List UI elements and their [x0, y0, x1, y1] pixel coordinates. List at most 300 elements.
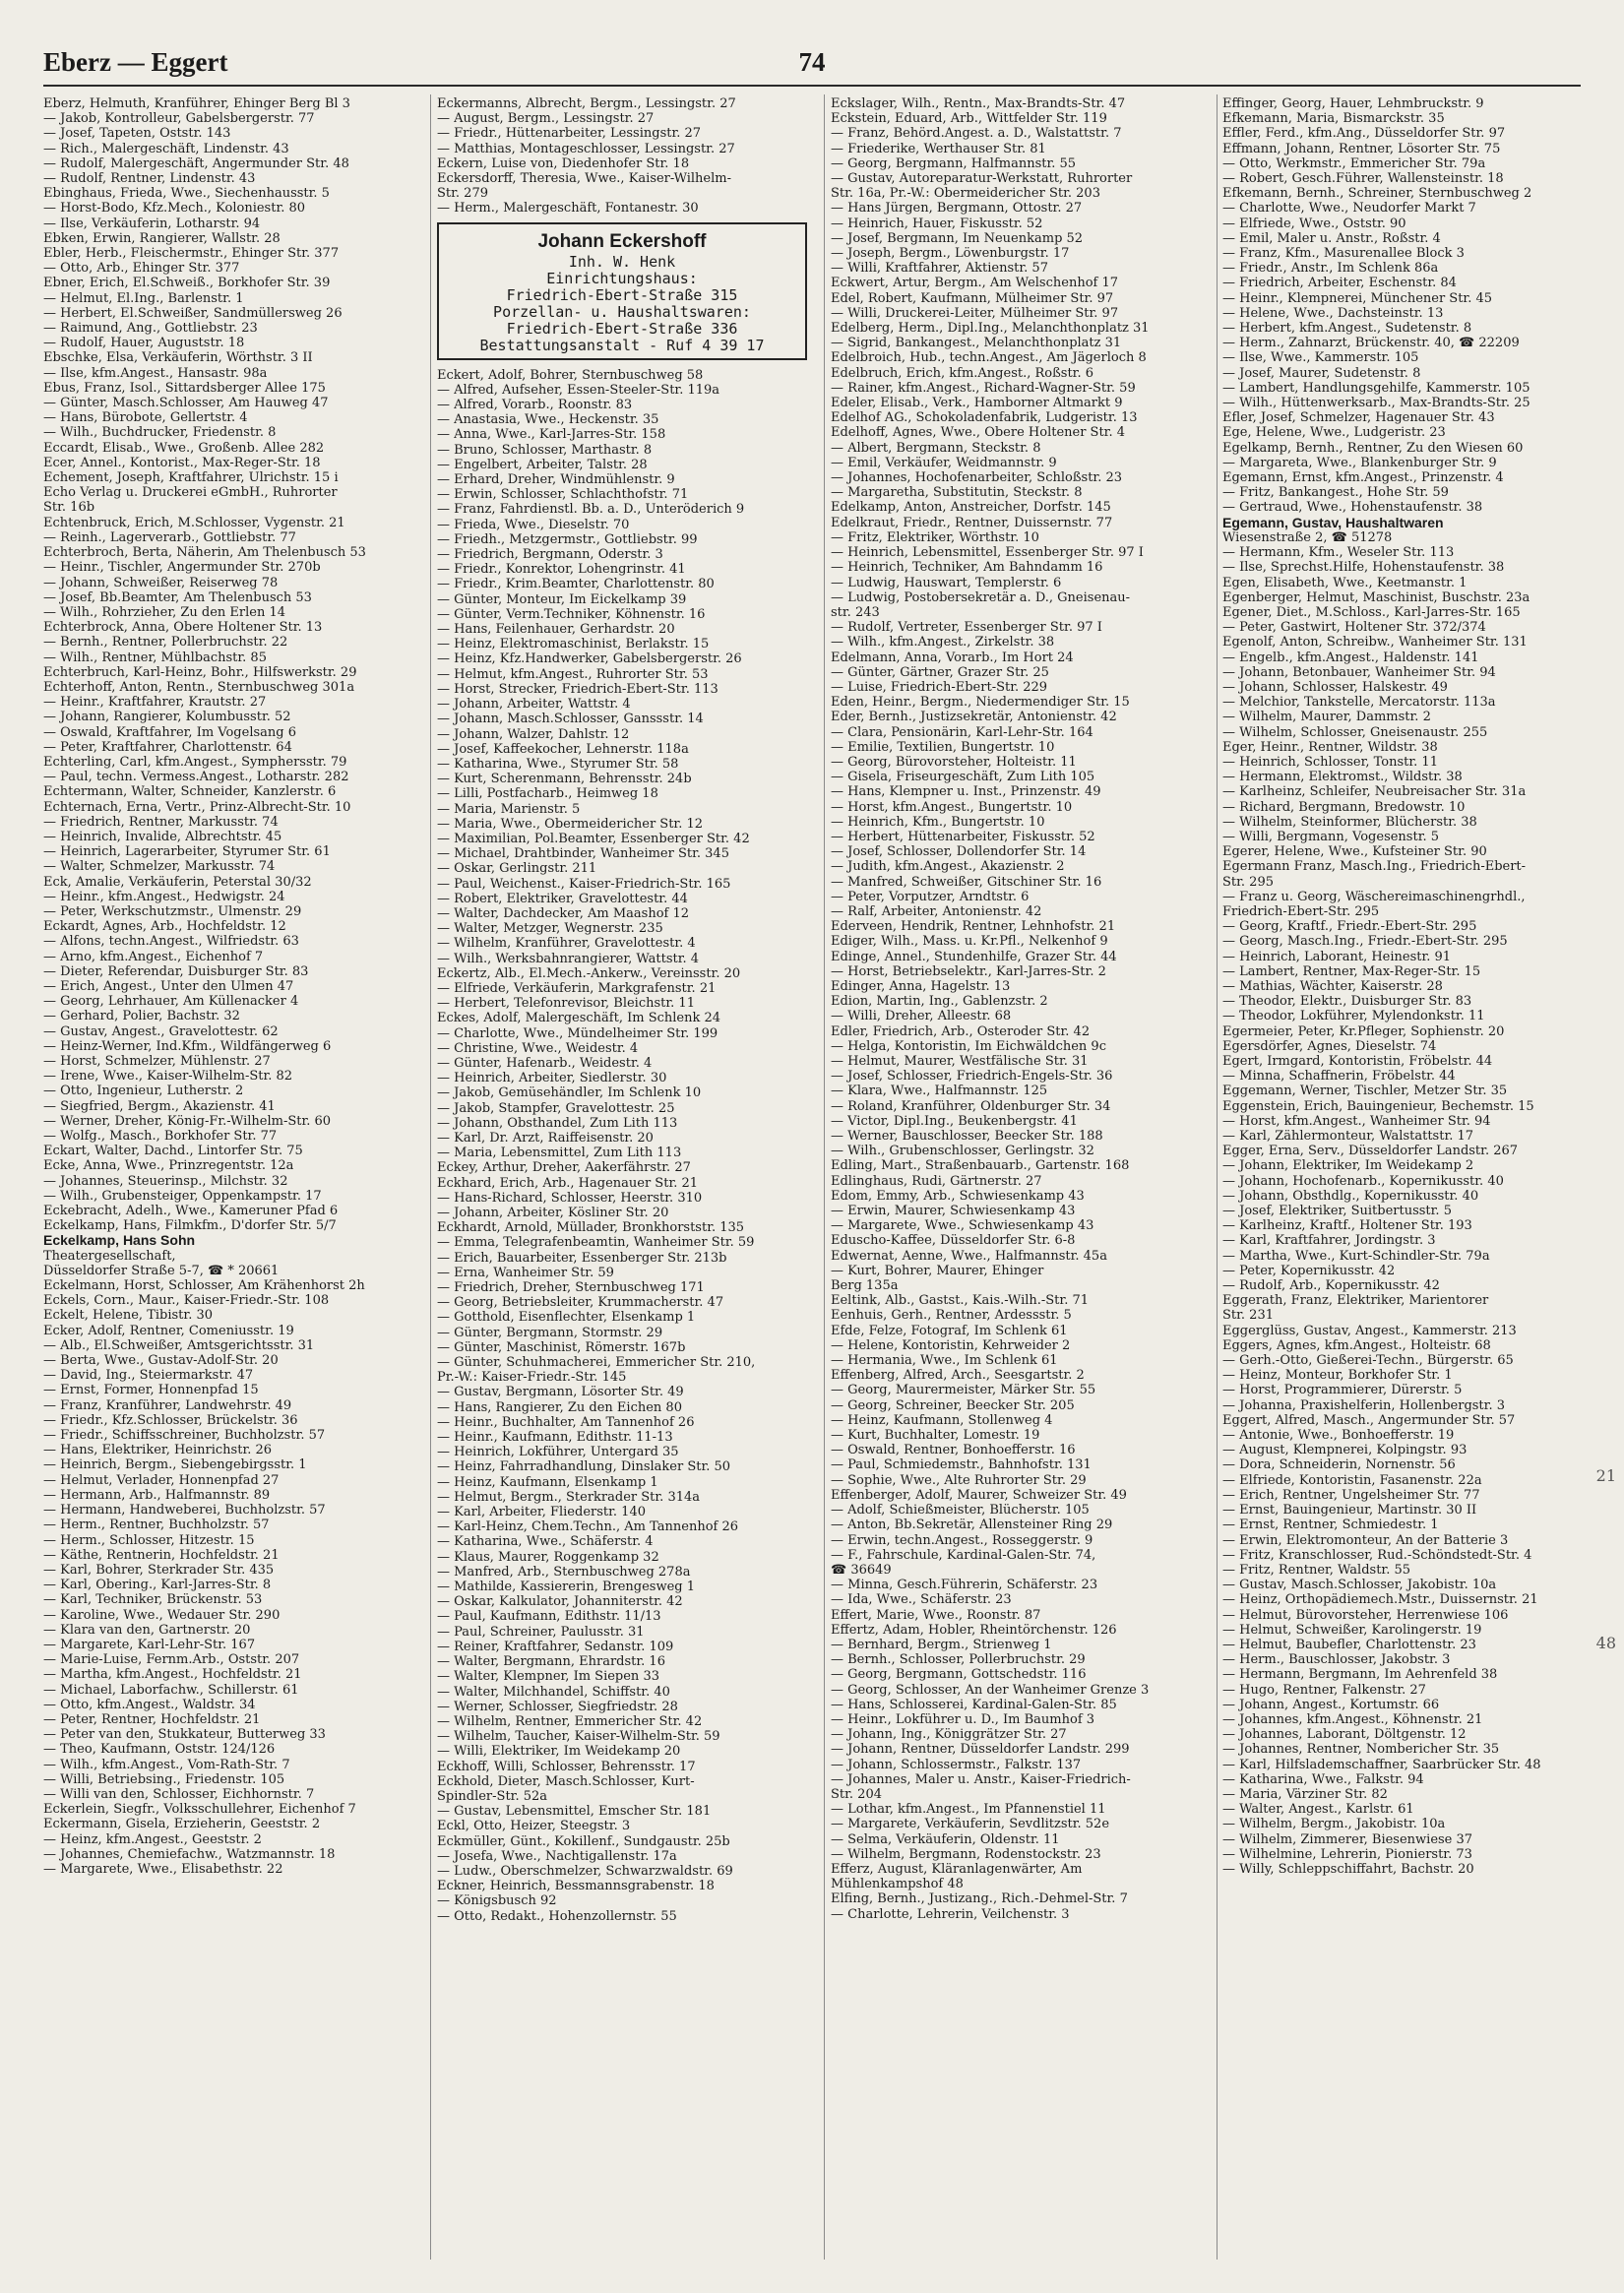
- directory-entry: — Ernst, Rentner, Schmiedestr. 1: [1222, 1518, 1439, 1533]
- directory-entry: Theatergesellschaft,: [43, 1248, 176, 1264]
- directory-entry: — Fritz, Bankangest., Hohe Str. 59: [1222, 485, 1449, 501]
- directory-entry: — Josef, Kaffeekocher, Lehnerstr. 118a: [437, 741, 689, 757]
- directory-entry: — Karl, Zählermonteur, Walstattstr. 17: [1222, 1129, 1474, 1145]
- directory-entry: — Günter, Maschinist, Römerstr. 167b: [437, 1339, 686, 1355]
- directory-entry: — Johann, Betonbauer, Wanheimer Str. 94: [1222, 664, 1496, 680]
- directory-entry: — Friedr., Anstr., Im Schlenk 86a: [1222, 261, 1439, 277]
- directory-entry: Eggerath, Franz, Elektriker, Marientorer: [1222, 1293, 1489, 1309]
- directory-entry: — Heinrich, Laborant, Heinestr. 91: [1222, 949, 1452, 964]
- directory-entry: — Horst, Betriebselektr., Karl-Jarres-Str. 2: [831, 963, 1106, 979]
- directory-entry: Ebler, Herb., Fleischermstr., Ehinger Str. 377: [43, 246, 340, 262]
- directory-entry: Egemann, Ernst, kfm.Angest., Prinzenstr. 4: [1222, 470, 1504, 486]
- column-divider: [430, 94, 431, 2260]
- directory-entry: — Minna, Schaffnerin, Fröbelstr. 44: [1222, 1069, 1456, 1085]
- directory-entry: — Johann, Obsthandel, Zum Lith 113: [437, 1115, 678, 1131]
- directory-entry: — Friedrich, Dreher, Sternbuschweg 171: [437, 1280, 705, 1296]
- advert-line5: Bestattungsanstalt - Ruf 4 39 17: [479, 336, 765, 354]
- directory-entry: Eckelkamp, Hans Sohn: [43, 1232, 196, 1249]
- directory-entry: — Franz u. Georg, Wäschereimaschinengrhdl.,: [1222, 889, 1526, 904]
- directory-entry: — Margarete, Karl-Lehr-Str. 167: [43, 1637, 256, 1652]
- directory-entry: — Herbert, kfm.Angest., Sudetenstr. 8: [1222, 321, 1472, 337]
- directory-entry: — Erwin, techn.Angest., Rosseggerstr. 9: [831, 1532, 1093, 1548]
- directory-entry: Eckhoff, Willi, Schlosser, Behrensstr. 17: [437, 1759, 696, 1774]
- directory-entry: — Joseph, Bergm., Löwenburgstr. 17: [831, 246, 1070, 262]
- directory-entry: — Wilhelm, Schlosser, Gneisenaustr. 255: [1222, 724, 1488, 740]
- column-divider: [1217, 94, 1218, 2260]
- directory-entry: Str. 16a, Pr.-W.: Obermeidericher Str. 203: [831, 186, 1100, 202]
- directory-entry: — Wilhelm, Steinformer, Blücherstr. 38: [1222, 814, 1477, 830]
- directory-entry: — Heinz, Elektromaschinist, Berlakstr. 15: [437, 637, 710, 652]
- directory-entry: — Maximilian, Pol.Beamter, Essenberger Str. 42: [437, 831, 750, 846]
- advertisement-box: [437, 222, 807, 360]
- directory-entry: — Johann, Masch.Schlosser, Ganssstr. 14: [437, 712, 704, 727]
- directory-entry: — Irene, Wwe., Kaiser-Wilhelm-Str. 82: [43, 1069, 293, 1085]
- directory-entry: Eckerlein, Siegfr., Volksschullehrer, Eichenhof 7: [43, 1802, 356, 1818]
- directory-entry: — Otto, kfm.Angest., Waldstr. 34: [43, 1697, 256, 1712]
- running-title: Eberz — Eggert: [43, 47, 228, 77]
- directory-entry: — Wilh., Rohrzieher, Zu den Erlen 14: [43, 604, 286, 620]
- directory-entry: — Johannes, kfm.Angest., Köhnenstr. 21: [1222, 1711, 1483, 1727]
- directory-entry: — Franz, Fahrdienstl. Bb. a. D., Unteröderich 9: [437, 502, 745, 518]
- directory-entry: — Margareta, Wwe., Blankenburger Str. 9: [1222, 455, 1497, 470]
- directory-entry: — Heinrich, Lebensmittel, Essenberger Str. 97 I: [831, 545, 1144, 561]
- directory-entry: Edwernat, Aenne, Wwe., Halfmannstr. 45a: [831, 1248, 1107, 1264]
- directory-entry: — Johann, Schlosser, Halskestr. 49: [1222, 679, 1448, 695]
- directory-entry: — Karl, Kraftfahrer, Jordingstr. 3: [1222, 1233, 1436, 1249]
- directory-entry: Edelmann, Anna, Vorarb., Im Hort 24: [831, 650, 1074, 665]
- directory-entry: Str. 279: [437, 186, 488, 202]
- directory-entry: — Johann, Schweißer, Reiserweg 78: [43, 575, 279, 590]
- directory-entry: Edom, Emmy, Arb., Schwiesenkamp 43: [831, 1188, 1085, 1204]
- directory-entry: Effertz, Adam, Hobler, Rheintörchenstr. 126: [831, 1622, 1117, 1638]
- directory-entry: — Walter, Schmelzer, Markusstr. 74: [43, 859, 276, 875]
- directory-entry: Eccardt, Elisab., Wwe., Großenb. Allee 282: [43, 440, 325, 456]
- directory-entry: Pr.-W.: Kaiser-Friedr.-Str. 145: [437, 1370, 627, 1386]
- directory-entry: Echo Verlag u. Druckerei eGmbH., Ruhrorter: [43, 485, 338, 501]
- directory-entry: — Willi, Dreher, Alleestr. 68: [831, 1009, 1012, 1024]
- directory-entry: Ege, Helene, Wwe., Ludgeristr. 23: [1222, 425, 1446, 441]
- directory-entry: Eckstein, Eduard, Arb., Wittfelder Str. 119: [831, 111, 1107, 127]
- directory-entry: Ediger, Wilh., Mass. u. Kr.Pfl., Nelkenhof 9: [831, 934, 1108, 950]
- column-divider: [824, 94, 825, 2260]
- directory-entry: — Anton, Bb.Sekretär, Allensteiner Ring 29: [831, 1518, 1113, 1533]
- directory-entry: — Georg, Schlosser, An der Wanheimer Grenze 3: [831, 1682, 1150, 1698]
- advert-line1: Einrichtungshaus:: [546, 269, 698, 287]
- directory-entry: — Friedrich, Rentner, Markusstr. 74: [43, 814, 279, 830]
- directory-entry: — Maria, Lebensmittel, Zum Lith 113: [437, 1146, 682, 1161]
- directory-entry: — Werner, Schlosser, Siegfriedstr. 28: [437, 1699, 678, 1714]
- directory-entry: — Wilh., Hüttenwerksarb., Max-Brandts-Str. 25: [1222, 396, 1530, 411]
- directory-entry: — Heinz, Kfz.Handwerker, Gabelsbergerstr. 26: [437, 651, 742, 667]
- directory-entry: — Martha, Wwe., Kurt-Schindler-Str. 79a: [1222, 1248, 1490, 1264]
- directory-entry: Ebus, Franz, Isol., Sittardsberger Allee 175: [43, 380, 326, 396]
- directory-entry: Egenberger, Helmut, Maschinist, Buschstr. 23a: [1222, 589, 1530, 605]
- directory-entry: Ebschke, Elsa, Verkäuferin, Wörthstr. 3 II: [43, 350, 313, 366]
- directory-entry: — Gerh.-Otto, Gießerei-Techn., Bürgerstr. 65: [1222, 1353, 1514, 1369]
- directory-entry: — Sophie, Wwe., Alte Ruhrorter Str. 29: [831, 1472, 1087, 1488]
- directory-entry: Eckert, Adolf, Bohrer, Sternbuschweg 58: [437, 367, 704, 383]
- directory-entry: — Franz, Behörd.Angest. a. D., Walstattstr. 7: [831, 126, 1122, 142]
- directory-entry: Egger, Erna, Serv., Düsseldorfer Landstr. 267: [1222, 1144, 1519, 1159]
- directory-entry: — Herm., Rentner, Buchholzstr. 57: [43, 1518, 270, 1533]
- directory-entry: — Judith, kfm.Angest., Akazienstr. 2: [831, 859, 1065, 875]
- directory-entry: — Rudolf, Arb., Kopernikusstr. 42: [1222, 1278, 1440, 1294]
- directory-entry: Edelbruch, Erich, kfm.Angest., Roßstr. 6: [831, 365, 1094, 381]
- directory-entry: — Oswald, Rentner, Bonhoefferstr. 16: [831, 1443, 1076, 1458]
- directory-entry: — Friedr., Konrektor, Lohengrinstr. 41: [437, 562, 686, 578]
- directory-entry: — Elfriede, Verkäuferin, Markgrafenstr. 21: [437, 980, 717, 996]
- directory-entry: — Emilie, Textilien, Bungertstr. 10: [831, 739, 1055, 755]
- directory-entry: — Ernst, Bauingenieur, Martinstr. 30 II: [1222, 1503, 1477, 1518]
- directory-entry: — Peter, Kopernikusstr. 42: [1222, 1263, 1396, 1278]
- directory-entry: — Willi van den, Schlosser, Eichhornstr. 7: [43, 1786, 315, 1802]
- directory-entry: — Erwin, Elektromonteur, An der Batterie 3: [1222, 1532, 1509, 1548]
- directory-entry: — Willy, Schleppschiffahrt, Bachstr. 20: [1222, 1861, 1474, 1877]
- advert-name: Johann Eckershoff: [537, 230, 707, 252]
- directory-entry: — Rich., Malergeschäft, Lindenstr. 43: [43, 141, 289, 156]
- directory-entry: — Werner, Bauschlosser, Beecker Str. 188: [831, 1129, 1103, 1145]
- directory-entry: — Hans, Rangierer, Zu den Eichen 80: [437, 1399, 682, 1415]
- directory-entry: Edinge, Annel., Stundenhilfe, Grazer Str. 44: [831, 949, 1117, 964]
- directory-entry: — Josef, Tapeten, Oststr. 143: [43, 126, 231, 142]
- directory-column-3: [831, 96, 1213, 1922]
- directory-entry: Eckhardt, Arnold, Müllader, Bronkhorststr. 135: [437, 1220, 745, 1236]
- directory-entry: Eenhuis, Gerh., Rentner, Ardessstr. 5: [831, 1308, 1072, 1324]
- directory-entry: — Walter, Klempner, Im Siepen 33: [437, 1669, 659, 1685]
- directory-entry: Eckmüller, Günt., Kokillenf., Sundgaustr. 25b: [437, 1833, 730, 1849]
- directory-entry: — Wilh., Rentner, Mühlbachstr. 85: [43, 650, 267, 665]
- directory-entry: — Johannes, Laborant, Döltgenstr. 12: [1222, 1727, 1467, 1743]
- directory-entry: — Gustav, Angest., Gravelottestr. 62: [43, 1023, 279, 1039]
- directory-entry: — Wilhelm, Rentner, Emmericher Str. 42: [437, 1713, 703, 1729]
- directory-entry: — Robert, Elektriker, Gravelottestr. 44: [437, 891, 688, 906]
- directory-entry: — Otto, Ingenieur, Lutherstr. 2: [43, 1084, 244, 1099]
- directory-entry: — Heinz, Monteur, Borkhofer Str. 1: [1222, 1368, 1453, 1384]
- directory-entry: — Peter, Vorputzer, Arndtstr. 6: [831, 889, 1030, 904]
- directory-entry: — Karlheinz, Schleifer, Neubreisacher Str. 31a: [1222, 784, 1527, 800]
- directory-entry: — Helmut, El.Ing., Barlenstr. 1: [43, 290, 244, 306]
- directory-entry: — Emil, Maler u. Anstr., Roßstr. 4: [1222, 230, 1441, 246]
- directory-entry: — Manfred, Arb., Sternbuschweg 278a: [437, 1564, 691, 1580]
- directory-entry: — Heinrich, Lagerarbeiter, Styrumer Str. 61: [43, 844, 331, 860]
- directory-entry: — Wilhelm, Bergmann, Rodenstockstr. 23: [831, 1846, 1101, 1862]
- directory-entry: Eckersdorff, Theresia, Wwe., Kaiser-Wilhelm-: [437, 171, 731, 187]
- directory-entry: — Ludwig, Hauswart, Templerstr. 6: [831, 575, 1062, 590]
- directory-entry: Eggenstein, Erich, Bauingenieur, Bechemstr. 15: [1222, 1098, 1534, 1114]
- directory-entry: — Walter, Dachdecker, Am Maashof 12: [437, 905, 690, 921]
- directory-entry: — Margaretha, Substitutin, Steckstr. 8: [831, 485, 1083, 501]
- directory-entry: — Erich, Rentner, Ungelsheimer Str. 77: [1222, 1487, 1480, 1503]
- directory-entry: Str. 16b: [43, 500, 95, 516]
- directory-entry: — Paul, Schreiner, Paulusstr. 31: [437, 1624, 645, 1640]
- directory-entry: — Georg, Lehrhauer, Am Küllenacker 4: [43, 994, 299, 1010]
- directory-entry: — Josef, Elektriker, Suitbertusstr. 5: [1222, 1204, 1452, 1219]
- directory-entry: — Georg, Bürovorsteher, Holteistr. 11: [831, 754, 1077, 770]
- directory-entry: — Käthe, Rentnerin, Hochfeldstr. 21: [43, 1547, 280, 1563]
- directory-entry: — Johann, Angest., Kortumstr. 66: [1222, 1697, 1440, 1712]
- directory-entry: — Paul, techn. Vermess.Angest., Lotharstr. 282: [43, 770, 349, 785]
- directory-entry: Eckelmann, Horst, Schlosser, Am Krähenhorst 2h: [43, 1278, 365, 1294]
- directory-entry: — Helga, Kontoristin, Im Eichwäldchen 9c: [831, 1038, 1106, 1054]
- directory-entry: — Gerhard, Polier, Bachstr. 32: [43, 1009, 240, 1024]
- directory-entry: — Karl-Heinz, Chem.Techn., Am Tannenhof 26: [437, 1519, 739, 1535]
- directory-entry: Efkemann, Maria, Bismarckstr. 35: [1222, 111, 1445, 127]
- directory-entry: — Hermann, Arb., Halfmannstr. 89: [43, 1487, 271, 1503]
- directory-entry: — Günter, Monteur, Im Eickelkamp 39: [437, 591, 687, 607]
- directory-entry: — Wilhelm, Taucher, Kaiser-Wilhelm-Str. 59: [437, 1729, 720, 1745]
- directory-entry: — Engelb., kfm.Angest., Haldenstr. 141: [1222, 650, 1479, 665]
- directory-entry: — Rudolf, Rentner, Lindenstr. 43: [43, 171, 256, 187]
- directory-entry: — Friederike, Werthauser Str. 81: [831, 141, 1046, 156]
- directory-entry: — Johann, Hochofenarb., Kopernikusstr. 40: [1222, 1173, 1504, 1189]
- directory-entry: Edelberg, Herm., Dipl.Ing., Melanchthonplatz 31: [831, 321, 1150, 337]
- directory-entry: — Georg, Betriebsleiter, Krummacherstr. 47: [437, 1295, 724, 1311]
- directory-entry: — Hans, Elektriker, Heinrichstr. 26: [43, 1443, 273, 1458]
- directory-entry: — Heinrich, Bergm., Siebengebirgsstr. 1: [43, 1457, 307, 1473]
- directory-entry: Effenberger, Adolf, Maurer, Schweizer Str. 49: [831, 1487, 1127, 1503]
- directory-entry: — Heinz, Fahrradhandlung, Dinslaker Str. 50: [437, 1459, 731, 1475]
- directory-entry: — Bernhard, Bergm., Strienweg 1: [831, 1637, 1052, 1652]
- directory-entry: Ebinghaus, Frieda, Wwe., Siechenhausstr. 5: [43, 186, 330, 202]
- directory-entry: — Kurt, Scherenmann, Behrensstr. 24b: [437, 772, 692, 787]
- directory-entry: — Hugo, Rentner, Falkenstr. 27: [1222, 1682, 1426, 1698]
- directory-entry: — Maria, Wwe., Obermeidericher Str. 12: [437, 816, 704, 832]
- directory-entry: — Charlotte, Wwe., Neudorfer Markt 7: [1222, 201, 1476, 217]
- directory-entry: — Herbert, Hüttenarbeiter, Fiskusstr. 52: [831, 829, 1095, 844]
- directory-entry: ☎ 36649: [831, 1562, 892, 1578]
- directory-entry: — Josef, Schlosser, Friedrich-Engels-Str. 36: [831, 1069, 1113, 1085]
- directory-entry: — Wolfg., Masch., Borkhofer Str. 77: [43, 1129, 278, 1145]
- directory-entry: — Fritz, Kranschlosser, Rud.-Schöndstedt-Str. 4: [1222, 1547, 1532, 1563]
- directory-entry: Eckermanns, Albrecht, Bergm., Lessingstr. 27: [437, 96, 736, 111]
- directory-entry: Edel, Robert, Kaufmann, Mülheimer Str. 97: [831, 290, 1114, 306]
- directory-entry: Efkemann, Bernh., Schreiner, Sternbuschweg 2: [1222, 186, 1532, 202]
- directory-entry: — Wilhelm, Bergm., Jakobistr. 10a: [1222, 1817, 1446, 1832]
- directory-entry: — Klara van den, Gartnerstr. 20: [43, 1622, 251, 1638]
- directory-entry: — Helene, Kontoristin, Kehrweider 2: [831, 1337, 1071, 1353]
- directory-entry: — Paul, Weichenst., Kaiser-Friedrich-Str. 165: [437, 876, 731, 892]
- directory-entry: Eckner, Heinrich, Bessmannsgrabenstr. 18: [437, 1879, 715, 1894]
- directory-entry: — Wilh., Werksbahnrangierer, Wattstr. 4: [437, 951, 700, 966]
- directory-entry: Spindler-Str. 52a: [437, 1788, 548, 1804]
- directory-entry: — Kurt, Bohrer, Maurer, Ehinger: [831, 1263, 1044, 1278]
- directory-entry: — Heinz, kfm.Angest., Geeststr. 2: [43, 1831, 262, 1847]
- directory-entry: — Peter, Kraftfahrer, Charlottenstr. 64: [43, 739, 292, 755]
- directory-entry: Berg 135a: [831, 1278, 899, 1294]
- directory-entry: — Robert, Gesch.Führer, Wallensteinstr. 18: [1222, 171, 1504, 187]
- directory-entry: Eggers, Agnes, kfm.Angest., Holteistr. 68: [1222, 1337, 1491, 1353]
- directory-entry: — Fritz, Elektriker, Wörthstr. 10: [831, 529, 1039, 545]
- directory-entry: — Dieter, Referendar, Duisburger Str. 83: [43, 963, 309, 979]
- directory-entry: — Johann, Arbeiter, Wattstr. 4: [437, 697, 631, 713]
- directory-entry: — Johanna, Praxishelferin, Hollenbergstr. 3: [1222, 1397, 1505, 1413]
- directory-entry: — Helmut, kfm.Angest., Ruhrorter Str. 53: [437, 666, 709, 682]
- directory-entry: Eggemann, Werner, Tischler, Metzer Str. 35: [1222, 1084, 1508, 1099]
- directory-entry: Efferz, August, Kläranlagenwärter, Am: [831, 1861, 1083, 1877]
- directory-entry: — Wilh., kfm.Angest., Zirkelstr. 38: [831, 635, 1055, 651]
- directory-entry: — Wilhelm, Zimmerer, Biesenwiese 37: [1222, 1831, 1473, 1847]
- directory-entry: Echterbroch, Berta, Näherin, Am Thelenbusch 53: [43, 545, 366, 561]
- directory-entry: — Franz, Kfm., Masurenallee Block 3: [1222, 246, 1465, 262]
- directory-entry: — Hermann, Kfm., Weseler Str. 113: [1222, 545, 1455, 561]
- directory-entry: — Peter, Rentner, Hochfeldstr. 21: [43, 1711, 261, 1727]
- directory-entry: Effler, Ferd., kfm.Ang., Düsseldorfer Str. 97: [1222, 126, 1506, 142]
- directory-entry: — Gustav, Lebensmittel, Emscher Str. 181: [437, 1804, 712, 1820]
- directory-entry: — Kurt, Buchhalter, Lomestr. 19: [831, 1428, 1040, 1444]
- directory-entry: — Adolf, Schießmeister, Blücherstr. 105: [831, 1503, 1090, 1518]
- directory-entry: — Luise, Friedrich-Ebert-Str. 229: [831, 679, 1048, 695]
- directory-entry: — Antonie, Wwe., Bonhoefferstr. 19: [1222, 1428, 1455, 1444]
- directory-entry: — Franz, Kranführer, Landwehrstr. 49: [43, 1397, 292, 1413]
- directory-entry: — Friedr., Schiffsschreiner, Buchholzstr. 57: [43, 1428, 326, 1444]
- directory-entry: — Heinrich, Lokführer, Untergard 35: [437, 1445, 679, 1460]
- directory-entry: — August, Klempnerei, Kolpingstr. 93: [1222, 1443, 1468, 1458]
- directory-entry: — Willi, Druckerei-Leiter, Mülheimer Str. 97: [831, 305, 1119, 321]
- directory-entry: — Horst-Bodo, Kfz.Mech., Koloniestr. 80: [43, 201, 306, 217]
- directory-entry: — Rainer, kfm.Angest., Richard-Wagner-Str. 59: [831, 380, 1136, 396]
- directory-entry: — Johann, Arbeiter, Kösliner Str. 20: [437, 1206, 669, 1220]
- directory-entry: — Oskar, Kalkulator, Johanniterstr. 42: [437, 1594, 683, 1610]
- directory-entry: — Karl, Arbeiter, Fliederstr. 140: [437, 1505, 646, 1520]
- directory-entry: — Heinrich, Schlosser, Tonstr. 11: [1222, 754, 1438, 770]
- directory-entry: — Heinrich, Kfm., Bungertstr. 10: [831, 814, 1045, 830]
- directory-entry: — Margarete, Wwe., Elisabethstr. 22: [43, 1861, 283, 1877]
- directory-entry: — Werner, Dreher, König-Fr.-Wilhelm-Str. 60: [43, 1113, 332, 1129]
- directory-entry: — Alfred, Vorarb., Roonstr. 83: [437, 398, 633, 413]
- directory-entry: Eckey, Arthur, Dreher, Aakerfährstr. 27: [437, 1160, 691, 1176]
- directory-entry: — Clara, Pensionärin, Karl-Lehr-Str. 164: [831, 724, 1093, 740]
- directory-entry: — Johann, Elektriker, Im Weidekamp 2: [1222, 1158, 1474, 1174]
- directory-entry: — Bernh., Schlosser, Pollerbruchstr. 29: [831, 1652, 1086, 1668]
- directory-entry: — Johann, Ing., Königgrätzer Str. 27: [831, 1727, 1067, 1743]
- directory-entry: Efler, Josef, Schmelzer, Hagenauer Str. 43: [1222, 410, 1495, 426]
- directory-entry: Egert, Irmgard, Kontoristin, Fröbelstr. 44: [1222, 1054, 1493, 1069]
- directory-entry: — Heinr., Kaufmann, Edithstr. 11-13: [437, 1430, 673, 1446]
- directory-entry: Egemann, Gustav, Haushaltwaren: [1222, 514, 1444, 530]
- directory-entry: — Michael, Laborfachw., Schillerstr. 61: [43, 1682, 299, 1698]
- directory-entry: — Johannes, Hochofenarbeiter, Schloßstr. 23: [831, 470, 1123, 486]
- directory-entry: — Josef, Maurer, Sudetenstr. 8: [1222, 365, 1421, 381]
- directory-entry: Eberz, Helmuth, Kranführer, Ehinger Berg Bl 3: [43, 96, 350, 111]
- directory-entry: Echtermann, Walter, Schneider, Kanzlerstr. 6: [43, 784, 337, 800]
- directory-entry: Echterbruch, Karl-Heinz, Bohr., Hilfswerkstr. 29: [43, 664, 357, 680]
- directory-entry: — Gotthold, Eisenflechter, Elsenkamp 1: [437, 1310, 696, 1326]
- directory-entry: — Hans, Schlosserei, Kardinal-Galen-Str. 85: [831, 1697, 1117, 1712]
- directory-entry: — Lilli, Postfacharb., Heimweg 18: [437, 786, 658, 802]
- directory-entry: — Siegfried, Bergm., Akazienstr. 41: [43, 1098, 276, 1114]
- directory-entry: Eder, Bernh., Justizsekretär, Antonienstr. 42: [831, 710, 1117, 725]
- directory-entry: — David, Ing., Steiermarkstr. 47: [43, 1368, 254, 1384]
- directory-entry: Edinger, Anna, Hagelstr. 13: [831, 978, 1011, 994]
- directory-entry: — Heinz, Kaufmann, Stollenweg 4: [831, 1412, 1053, 1428]
- directory-entry: — Friedr., Kfz.Schlosser, Brückelstr. 36: [43, 1412, 298, 1428]
- directory-entry: Edelbroich, Hub., techn.Angest., Am Jägerloch 8: [831, 350, 1147, 366]
- directory-entry: — Emil, Verkäufer, Weidmannstr. 9: [831, 455, 1057, 470]
- directory-entry: — Wilh., Grubenschlosser, Gerlingstr. 32: [831, 1144, 1094, 1159]
- directory-entry: Eckart, Walter, Dachd., Lintorfer Str. 75: [43, 1144, 303, 1159]
- directory-entry: — Albert, Bergmann, Steckstr. 8: [831, 440, 1041, 456]
- directory-entry: — Alb., El.Schweißer, Amtsgerichtsstr. 31: [43, 1337, 315, 1353]
- directory-entry: — Herm., Zahnarzt, Brückenstr. 40, ☎ 22209: [1222, 336, 1520, 351]
- advert-line3: Porzellan- u. Haushaltswaren:: [493, 302, 751, 321]
- directory-entry: — Helmut, Baubefler, Charlottenstr. 23: [1222, 1637, 1476, 1652]
- directory-entry: — Ilse, kfm.Angest., Hansastr. 98a: [43, 365, 268, 381]
- directory-entry: — Oswald, Kraftfahrer, Im Vogelsang 6: [43, 724, 296, 740]
- directory-entry: — Georg, Masch.Ing., Friedr.-Ebert-Str. 295: [1222, 934, 1508, 950]
- directory-entry: Egelkamp, Bernh., Rentner, Zu den Wiesen 60: [1222, 440, 1524, 456]
- directory-entry: — Johannes, Rentner, Nombericher Str. 35: [1222, 1742, 1500, 1758]
- directory-entry: — Mathilde, Kassiererin, Brengesweg 1: [437, 1580, 696, 1595]
- directory-entry: — Hans, Bürobote, Gellertstr. 4: [43, 410, 248, 426]
- directory-entry: Egersdörfer, Agnes, Dieselstr. 74: [1222, 1038, 1437, 1054]
- directory-entry: Str. 204: [831, 1786, 882, 1802]
- directory-entry: — Willi, Kraftfahrer, Aktienstr. 57: [831, 261, 1048, 277]
- directory-entry: — Reinh., Lagerverarb., Gottliebstr. 77: [43, 529, 296, 545]
- directory-entry: — Hermann, Bergmann, Im Aehrenfeld 38: [1222, 1667, 1498, 1683]
- directory-entry: — Maria, Värziner Str. 82: [1222, 1786, 1388, 1802]
- directory-entry: — Peter van den, Stukkateur, Butterweg 33: [43, 1727, 326, 1743]
- directory-entry: — Heinrich, Hauer, Fiskusstr. 52: [831, 216, 1043, 231]
- directory-entry: — Josefa, Wwe., Nachtigallenstr. 17a: [437, 1848, 677, 1864]
- directory-entry: — Hans, Feilenhauer, Gerhardstr. 20: [437, 622, 675, 638]
- directory-entry: — Hermann, Handweberei, Buchholzstr. 57: [43, 1503, 326, 1518]
- directory-entry: — Anastasia, Wwe., Heckenstr. 35: [437, 412, 659, 428]
- directory-entry: — Heinz, Kaufmann, Elsenkamp 1: [437, 1474, 658, 1490]
- directory-entry: Edion, Martin, Ing., Gablenzstr. 2: [831, 994, 1048, 1010]
- directory-entry: — Fritz, Rentner, Waldstr. 55: [1222, 1562, 1411, 1578]
- directory-entry: — Johannes, Chemiefachw., Watzmannstr. 18: [43, 1846, 336, 1862]
- directory-entry: — Oskar, Gerlingstr. 211: [437, 861, 597, 877]
- directory-entry: — Margarete, Verkäuferin, Sevdlitzstr. 52e: [831, 1817, 1110, 1832]
- directory-entry: Eden, Heinr., Bergm., Niedermendiger Str. 15: [831, 695, 1130, 711]
- directory-entry: — Horst, Programmierer, Dürerstr. 5: [1222, 1383, 1463, 1398]
- directory-entry: — Karl, Bohrer, Sterkrader Str. 435: [43, 1562, 275, 1578]
- directory-entry: — Wilh., kfm.Angest., Vom-Rath-Str. 7: [43, 1757, 290, 1772]
- directory-entry: Eckels, Corn., Maur., Kaiser-Friedr.-Str. 108: [43, 1293, 330, 1309]
- directory-entry: Eck, Amalie, Verkäuferin, Peterstal 30/32: [43, 874, 312, 890]
- directory-entry: Ederveen, Hendrik, Rentner, Lehnhofstr. 21: [831, 919, 1116, 935]
- directory-entry: — Roland, Kranführer, Oldenburger Str. 34: [831, 1098, 1111, 1114]
- directory-entry: — Lambert, Rentner, Max-Reger-Str. 15: [1222, 963, 1481, 979]
- directory-entry: — Paul, Kaufmann, Edithstr. 11/13: [437, 1609, 661, 1625]
- directory-entry: — Michael, Drahtbinder, Wanheimer Str. 345: [437, 846, 729, 862]
- directory-entry: — Frieda, Wwe., Dieselstr. 70: [437, 517, 630, 532]
- directory-entry: — Manfred, Schweißer, Gitschiner Str. 16: [831, 874, 1102, 890]
- directory-entry: — Rudolf, Hauer, Auguststr. 18: [43, 336, 245, 351]
- directory-entry: Egermann Franz, Masch.Ing., Friedrich-Ebert-: [1222, 859, 1527, 875]
- directory-entry: — Erwin, Maurer, Schwiesenkamp 43: [831, 1204, 1076, 1219]
- directory-entry: — Walter, Angest., Karlstr. 61: [1222, 1802, 1414, 1818]
- directory-entry: Eger, Heinr., Rentner, Wildstr. 38: [1222, 739, 1438, 755]
- directory-entry: Echtenbruck, Erich, M.Schlosser, Vygenstr. 21: [43, 515, 345, 530]
- directory-entry: — Charlotte, Lehrerin, Veilchenstr. 3: [831, 1906, 1070, 1922]
- directory-entry: — Otto, Redakt., Hohenzollernstr. 55: [437, 1908, 677, 1924]
- directory-entry: Echterhoff, Anton, Rentn., Sternbuschweg 301a: [43, 679, 355, 695]
- directory-entry: — Willi, Elektriker, Im Weidekamp 20: [437, 1744, 681, 1760]
- directory-entry: — Heinz, Orthopädiemech.Mstr., Duissernstr. 21: [1222, 1592, 1538, 1608]
- directory-entry: — Erich, Angest., Unter den Ulmen 47: [43, 978, 294, 994]
- directory-entry: — Günter, Masch.Schlosser, Am Hauweg 47: [43, 396, 329, 411]
- directory-entry: Eckardt, Agnes, Arb., Hochfeldstr. 12: [43, 919, 286, 935]
- directory-entry: — Raimund, Ang., Gottliebstr. 23: [43, 321, 258, 337]
- directory-entry: — Christine, Wwe., Weidestr. 4: [437, 1040, 639, 1056]
- directory-entry: — Ilse, Wwe., Kammerstr. 105: [1222, 350, 1419, 366]
- directory-entry: Ecke, Anna, Wwe., Prinzregentstr. 12a: [43, 1158, 294, 1174]
- directory-entry: — Emma, Telegrafenbeamtin, Wanheimer Str. 59: [437, 1235, 755, 1251]
- directory-entry: — Karlheinz, Kraftf., Holtener Str. 193: [1222, 1218, 1472, 1234]
- directory-entry: — Karl, Techniker, Brückenstr. 53: [43, 1592, 263, 1608]
- directory-entry: — Günter, Bergmann, Stormstr. 29: [437, 1325, 663, 1340]
